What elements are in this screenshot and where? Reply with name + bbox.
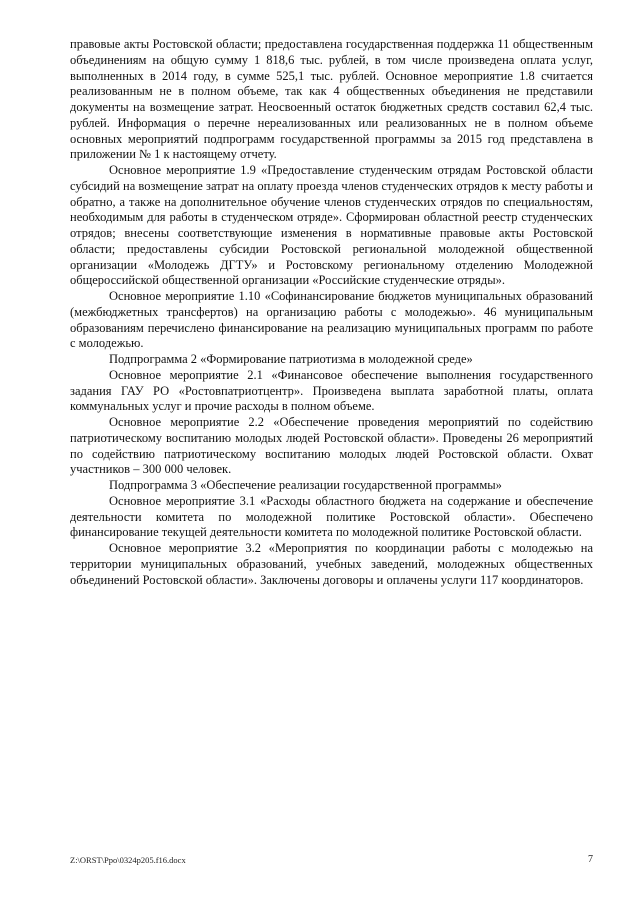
paragraph: Основное мероприятие 2.1 «Финансовое обеспечение выполнения государственного задания ГАУ РО «Ростовпатриотцентр». Произведена выплата заработной платы, оплата коммунальных услуг и прочие расходы в полном объеме.	[70, 367, 593, 414]
paragraph: Основное мероприятие 2.2 «Обеспечение проведения мероприятий по содействию патриотическому воспитанию молодых людей Ростовской области». Проведены 26 мероприятий по содействию патриотическому воспитанию молодых людей Ростовской области. Охват участников – 300 000 человек.	[70, 415, 593, 477]
subprogram-heading: Подпрограмма 3 «Обеспечение реализации государственной программы»	[109, 478, 502, 492]
paragraph: Основное мероприятие 3.2 «Мероприятия по координации работы с молодежью на территории муниципальных образований, учебных заведений, молодежных общественных объединений Ростовской области». Заключены договоры и оплачены услуги 117 координаторов.	[70, 541, 593, 587]
document-body	[70, 37, 593, 588]
paragraph: Основное мероприятие 3.1 «Расходы областного бюджета на содержание и обеспечение деятельности комитета по молодежной политике Ростовской области». Обеспечено финансирование текущей деятельности комитета по молодежной политике Ростовской области.	[70, 493, 593, 540]
page-number: 7	[588, 854, 593, 865]
paragraph: Основное мероприятие 1.9 «Предоставление студенческим отрядам Ростовской области субсидий на возмещение затрат на оплату проезда членов студенческих отрядов к месту работы и обратно, а также на дополнительное обучение членов студенческих отрядов по специальностям, необходимым для работы в студенческом отряде». Сформирован областной реестр студенческих отрядов; внесены соответствующие изменения в нормативные правовые акты Ростовской области; предоставлены субсидии Ростовской региональной молодежной общественной организации «Молодежь ДГТУ» и Ростовскому региональному отделению Молодежной общероссийской общественной организации «Российские студенческие отряды».	[70, 163, 593, 288]
subprogram-heading: Подпрограмма 2 «Формирование патриотизма в молодежной среде»	[109, 352, 473, 366]
paragraph: Основное мероприятие 1.10 «Софинансирование бюджетов муниципальных образований (межбюджетных трансфертов) на организацию работы с молодежью». 46 муниципальным образованиям перечислено финансирование на реализацию муниципальных программ по работе с молодежью.	[70, 289, 593, 351]
footer-file-path: Z:\ORST\Ppo\0324p205.f16.docx	[70, 855, 186, 865]
paragraph: правовые акты Ростовской области; предоставлена государственная поддержка 11 общественным объединениям на общую сумму 1 818,6 тыс. рублей, в том числе произведена оплата услуг, выполненных в 2014 году, в сумме 525,1 тыс. рублей. Основное мероприятие 1.8 считается реализованным не в полном объеме, так как 4 общественных объединения не представили документы на возмещение затрат. Неосвоенный остаток бюджетных средств составил 62,4 тыс. рублей. Информация о перечне нереализованных или реализованных не в полном объеме основных мероприятий подпрограмм государственной программы за 2015 год представлена в приложении № 1 к настоящему отчету.	[70, 37, 593, 162]
